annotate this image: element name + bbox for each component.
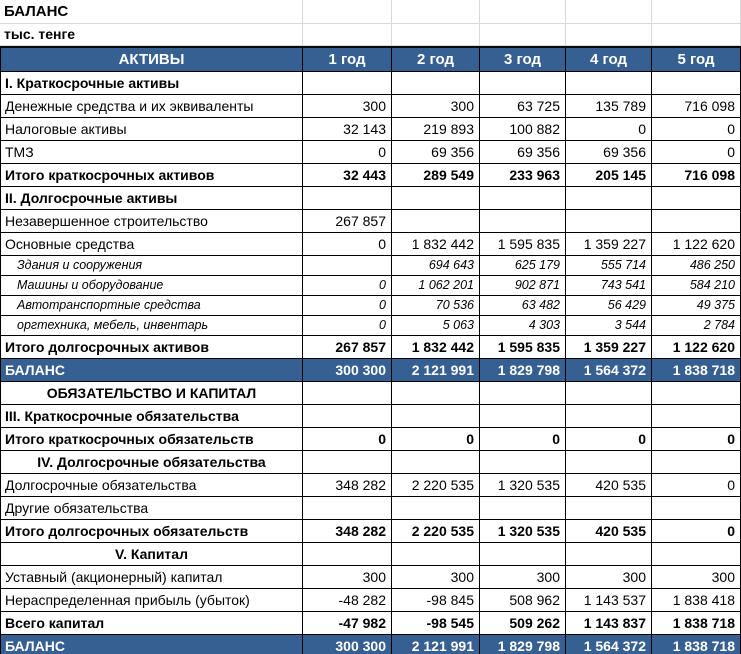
row-label[interactable]: Нераспределенная прибыль (убыток) [0,589,303,612]
cell-value[interactable]: 1 143 837 [566,612,652,635]
cell-value[interactable]: 69 356 [480,141,566,164]
row-label[interactable]: III. Краткосрочные обязательства [0,405,303,428]
row-label[interactable]: II. Долгосрочные активы [0,187,303,210]
cell-value[interactable]: 267 857 [303,336,392,359]
cell-value[interactable]: 716 098 [652,164,741,187]
cell-value[interactable]: 1 832 442 [392,336,480,359]
row-label[interactable]: V. Капитал [0,543,303,566]
table-row [0,276,741,296]
cell-value[interactable] [303,72,392,95]
cell-value[interactable]: 0 [652,520,741,543]
cell-value[interactable]: 0 [303,316,392,336]
cell-value[interactable]: 1 832 442 [392,233,480,256]
cell-value[interactable]: 1 143 537 [566,589,652,612]
cell-value[interactable]: 63 482 [480,296,566,316]
cell-value[interactable] [303,187,392,210]
cell-value[interactable]: 4 303 [480,316,566,336]
cell-value[interactable]: 267 857 [303,210,392,233]
table-row [0,589,741,612]
cell-value[interactable]: 1 829 798 [480,359,566,382]
cell-value[interactable]: 902 871 [480,276,566,296]
cell-value[interactable]: 205 145 [566,164,652,187]
sheet-title[interactable]: БАЛАНС [0,0,303,24]
table-row [0,233,741,256]
cell-value[interactable]: 56 429 [566,296,652,316]
row-label[interactable]: Здания и сооружения [0,256,303,276]
header-assets-label[interactable]: АКТИВЫ [0,48,303,72]
table-row [0,296,741,316]
cell-value[interactable]: 1 829 798 [480,635,566,654]
cell-value[interactable] [480,72,566,95]
cell-value[interactable]: 1 838 718 [652,635,741,654]
row-label[interactable]: ОБЯЗАТЕЛЬСТВО И КАПИТАЛ [0,382,303,405]
cell-value[interactable]: 486 250 [652,256,741,276]
header-year-3[interactable]: 3 год [480,48,566,72]
cell-value[interactable] [566,451,652,474]
cell-value[interactable]: 2 121 991 [392,635,480,654]
cell-value[interactable] [480,543,566,566]
cell-value[interactable]: 0 [566,428,652,451]
cell-value[interactable]: 2 220 535 [392,520,480,543]
table-row [0,612,741,635]
table-row [0,187,741,210]
cell-value[interactable]: 1 564 372 [566,359,652,382]
cell-value[interactable]: 0 [392,428,480,451]
cell-value[interactable]: 300 [480,566,566,589]
cell-value[interactable] [392,72,480,95]
row-label[interactable]: Незавершенное строительство [0,210,303,233]
row-label[interactable]: Всего капитал [0,612,303,635]
cell-value[interactable]: 1 838 418 [652,589,741,612]
cell-value[interactable]: 509 262 [480,612,566,635]
cell-value[interactable]: 0 [652,474,741,497]
cell-value[interactable] [566,72,652,95]
row-label[interactable]: Долгосрочные обязательства [0,474,303,497]
cell-value[interactable]: 0 [480,428,566,451]
cell-value[interactable]: 300 [303,566,392,589]
row-label[interactable]: БАЛАНС [0,635,303,654]
row-label[interactable]: Налоговые активы [0,118,303,141]
cell-value[interactable] [652,497,741,520]
cell-value[interactable]: 1 838 718 [652,612,741,635]
row-label[interactable]: Основные средства [0,233,303,256]
cell-value[interactable] [566,210,652,233]
cell-value[interactable]: 300 [566,566,652,589]
table-row [0,316,741,336]
empty-cell[interactable] [303,24,392,46]
cell-value[interactable]: 1 359 227 [566,233,652,256]
cell-value[interactable]: 300 [392,95,480,118]
cell-value[interactable]: 1 122 620 [652,336,741,359]
cell-value[interactable]: 1 320 535 [480,474,566,497]
empty-cell[interactable] [392,24,480,46]
header-year-2[interactable]: 2 год [392,48,480,72]
cell-value[interactable]: 508 962 [480,589,566,612]
cell-value[interactable]: 694 643 [392,256,480,276]
table-row [0,164,741,187]
cell-value[interactable]: 49 375 [652,296,741,316]
row-label[interactable]: I. Краткосрочные активы [0,72,303,95]
cell-value[interactable]: 420 535 [566,474,652,497]
table-row [0,566,741,589]
cell-value[interactable]: 300 [392,566,480,589]
cell-value[interactable]: 1 359 227 [566,336,652,359]
table-row [0,497,741,520]
row-label[interactable]: ТМЗ [0,141,303,164]
cell-value[interactable]: -98 545 [392,612,480,635]
table-row [0,382,741,405]
cell-value[interactable] [392,187,480,210]
table-row [0,336,741,359]
cell-value[interactable] [392,405,480,428]
cell-value[interactable] [392,451,480,474]
cell-value[interactable] [652,382,741,405]
cell-value[interactable]: 1 062 201 [392,276,480,296]
cell-value[interactable] [652,210,741,233]
cell-value[interactable]: 300 300 [303,359,392,382]
empty-cell[interactable] [392,0,480,24]
cell-value[interactable] [480,451,566,474]
cell-value[interactable]: 0 [652,428,741,451]
cell-value[interactable] [480,405,566,428]
cell-value[interactable]: 32 443 [303,164,392,187]
cell-value[interactable]: 0 [566,118,652,141]
cell-value[interactable] [480,210,566,233]
row-label[interactable]: Автотранспортные средства [0,296,303,316]
table-row [0,72,741,95]
cell-value[interactable]: 348 282 [303,474,392,497]
header-year-1[interactable]: 1 год [303,48,392,72]
cell-value[interactable] [566,187,652,210]
cell-value[interactable] [652,72,741,95]
empty-cell[interactable] [652,24,741,46]
cell-value[interactable]: 300 300 [303,635,392,654]
row-label[interactable]: оргтехника, мебель, инвентарь [0,316,303,336]
cell-value[interactable]: 69 356 [566,141,652,164]
cell-value[interactable]: 584 210 [652,276,741,296]
row-label[interactable]: Итого долгосрочных активов [0,336,303,359]
cell-value[interactable] [480,187,566,210]
row-label[interactable]: Денежные средства и их эквиваленты [0,95,303,118]
empty-cell[interactable] [566,0,652,24]
cell-value[interactable]: 1 838 718 [652,359,741,382]
cell-value[interactable] [303,497,392,520]
cell-value[interactable] [652,405,741,428]
table-row [0,428,741,451]
cell-value[interactable]: 63 725 [480,95,566,118]
cell-value[interactable]: 0 [652,118,741,141]
cell-value[interactable]: 3 544 [566,316,652,336]
row-label[interactable]: Другие обязательства [0,497,303,520]
table-row [0,359,741,382]
cell-value[interactable]: 0 [303,233,392,256]
table-row [0,210,741,233]
cell-value[interactable]: 0 [303,296,392,316]
cell-value[interactable] [566,497,652,520]
cell-value[interactable] [652,451,741,474]
cell-value[interactable]: 300 [303,95,392,118]
cell-value[interactable] [303,256,392,276]
table-row [0,95,741,118]
empty-cell[interactable] [652,0,741,24]
table-row [0,141,741,164]
cell-value[interactable] [392,210,480,233]
cell-value[interactable]: 743 541 [566,276,652,296]
cell-value[interactable]: 2 220 535 [392,474,480,497]
cell-value[interactable]: -48 282 [303,589,392,612]
header-year-4[interactable]: 4 год [566,48,652,72]
cell-value[interactable]: 70 536 [392,296,480,316]
cell-value[interactable] [652,543,741,566]
header-year-5[interactable]: 5 год [652,48,741,72]
cell-value[interactable] [392,543,480,566]
row-label[interactable]: БАЛАНС [0,359,303,382]
empty-cell[interactable] [566,24,652,46]
cell-value[interactable]: 348 282 [303,520,392,543]
cell-value[interactable]: 0 [303,141,392,164]
cell-value[interactable] [392,497,480,520]
cell-value[interactable] [303,543,392,566]
cell-value[interactable]: 1 595 835 [480,233,566,256]
cell-value[interactable]: -47 982 [303,612,392,635]
cell-value[interactable] [303,382,392,405]
cell-value[interactable]: 135 789 [566,95,652,118]
sheet-unit-row [0,24,741,46]
cell-value[interactable]: 100 882 [480,118,566,141]
cell-value[interactable] [480,497,566,520]
table-header-row [0,48,741,72]
table-row [0,405,741,428]
row-label[interactable]: Итого краткосрочных обязательств [0,428,303,451]
cell-value[interactable]: 0 [303,428,392,451]
cell-value[interactable]: 625 179 [480,256,566,276]
table-row [0,635,741,654]
cell-value[interactable]: 69 356 [392,141,480,164]
empty-cell[interactable] [480,24,566,46]
table-row [0,118,741,141]
table-row [0,520,741,543]
cell-value[interactable]: 0 [652,141,741,164]
cell-value[interactable]: 1 595 835 [480,336,566,359]
cell-value[interactable] [652,187,741,210]
cell-value[interactable] [303,451,392,474]
cell-value[interactable]: 32 143 [303,118,392,141]
sheet-title-row [0,0,741,24]
table-row [0,543,741,566]
cell-value[interactable] [566,543,652,566]
table-row [0,451,741,474]
cell-value[interactable]: 233 963 [480,164,566,187]
cell-value[interactable]: 219 893 [392,118,480,141]
cell-value[interactable]: -98 845 [392,589,480,612]
table-row [0,474,741,497]
table-row [0,256,741,276]
cell-value[interactable]: 420 535 [566,520,652,543]
cell-value[interactable]: 289 549 [392,164,480,187]
balance-table [0,46,741,654]
cell-value[interactable] [480,382,566,405]
cell-value[interactable]: 2 784 [652,316,741,336]
row-label[interactable]: Машины и оборудование [0,276,303,296]
cell-value[interactable]: 2 121 991 [392,359,480,382]
row-label[interactable]: Уставный (акционерный) капитал [0,566,303,589]
cell-value[interactable]: 1 122 620 [652,233,741,256]
row-label[interactable]: IV. Долгосрочные обязательства [0,451,303,474]
cell-value[interactable] [303,405,392,428]
cell-value[interactable]: 716 098 [652,95,741,118]
cell-value[interactable] [566,405,652,428]
row-label[interactable]: Итого краткосрочных активов [0,164,303,187]
cell-value[interactable]: 300 [652,566,741,589]
empty-cell[interactable] [303,0,392,24]
cell-value[interactable]: 1 320 535 [480,520,566,543]
cell-value[interactable]: 0 [303,276,392,296]
units-label[interactable]: тыс. тенге [0,24,303,46]
empty-cell[interactable] [480,0,566,24]
row-label[interactable]: Итого долгосрочных обязательств [0,520,303,543]
cell-value[interactable] [392,382,480,405]
cell-value[interactable]: 555 714 [566,256,652,276]
cell-value[interactable] [566,382,652,405]
cell-value[interactable]: 5 063 [392,316,480,336]
cell-value[interactable]: 1 564 372 [566,635,652,654]
